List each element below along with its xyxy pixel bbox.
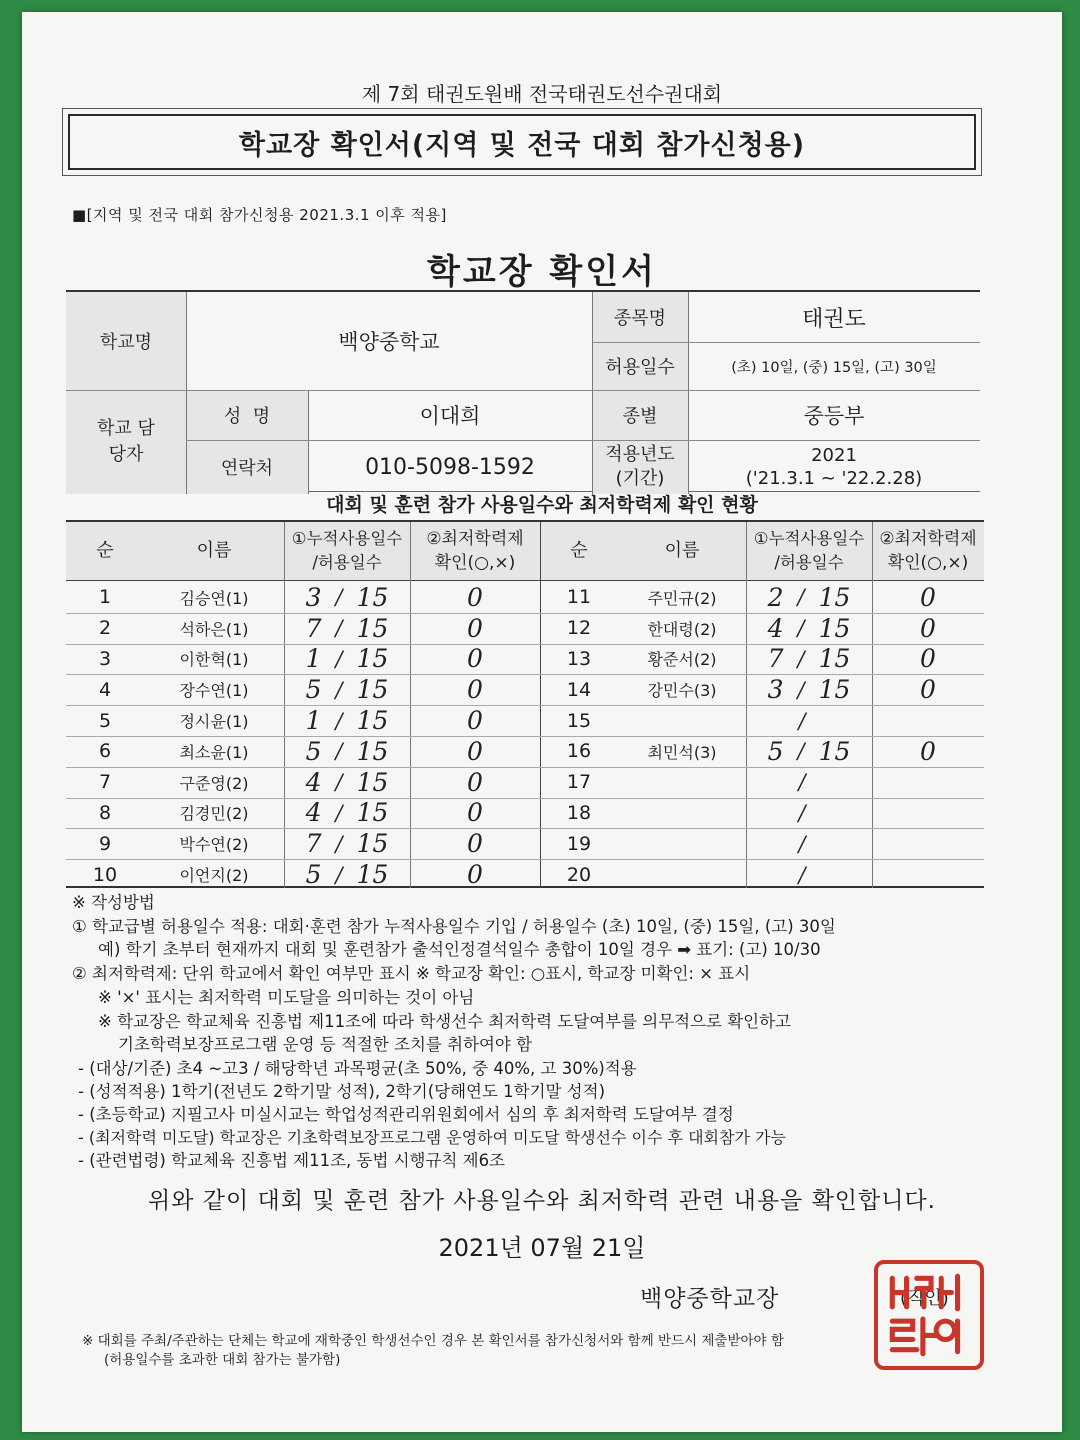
method-title: ※ 작성방법	[72, 893, 155, 912]
days-separator: /	[798, 831, 806, 856]
roster-days	[746, 582, 872, 613]
days-separator: /	[798, 708, 806, 733]
header-days-line2: /허용일수	[774, 553, 844, 572]
main-title: 학교장 확인서	[427, 252, 657, 292]
roster-days	[284, 644, 410, 675]
allowed-days: 15	[356, 706, 389, 736]
seal-glyph-icon	[878, 1264, 980, 1366]
name-label: 성 명	[186, 390, 308, 440]
roster-name: 황준서(2)	[647, 650, 717, 670]
issue-date: 2021년 07월 21일	[438, 1234, 646, 1262]
used-days: 7	[305, 829, 322, 859]
event-label: 종목명	[592, 292, 688, 342]
seal-mark: (직인)	[900, 1288, 949, 1309]
allowed-days: 15	[356, 736, 389, 766]
contact-value: 010-5098-1592	[365, 454, 535, 480]
roster-days	[746, 767, 872, 798]
name-value: 이대희	[419, 404, 481, 428]
roster-no: 7	[98, 771, 112, 794]
days-separator: /	[335, 800, 343, 825]
year-value	[688, 440, 980, 494]
roster-days	[746, 798, 872, 829]
roster-name: 박수연(2)	[179, 835, 249, 855]
school-value: 백양중학교	[338, 330, 440, 354]
roster-academic-check: 0	[467, 613, 483, 643]
used-days: 2	[767, 582, 784, 612]
roster-name: 김경민(2)	[179, 804, 249, 824]
roster-academic-check: 0	[920, 736, 936, 766]
days-value: (초) 10일, (중) 15일, (고) 30일	[731, 359, 937, 376]
roster-academic-check: 0	[920, 613, 936, 643]
principal-signature: 백양중학교장	[640, 1286, 780, 1312]
roster-no: 6	[98, 740, 112, 763]
days-separator: /	[798, 770, 806, 795]
roster-no: 13	[566, 647, 592, 670]
roster-academic-check	[872, 798, 984, 829]
days-separator: /	[335, 616, 343, 641]
roster-academic-check	[872, 828, 984, 859]
allowed-days: 15	[818, 613, 851, 643]
roster-days	[746, 644, 872, 675]
allowed-days: 15	[356, 582, 389, 612]
used-days: 7	[767, 644, 784, 674]
allowed-days: 15	[356, 767, 389, 797]
roster-no: 1	[98, 586, 112, 609]
roster-days	[746, 736, 872, 767]
days-separator: /	[335, 677, 343, 702]
days-separator: /	[798, 862, 806, 887]
method-line-8: - (성적적용) 1학기(전년도 2학기말 성적), 2학기(당해연도 1학기말 성적)	[78, 1082, 606, 1101]
roster-no: 15	[566, 709, 592, 732]
days-separator: /	[798, 800, 806, 825]
method-line-7: - (대상/기준) 초4 ~고3 / 해당학년 과목평균(초 50%, 중 40%, 고 30%)적용	[78, 1059, 637, 1078]
roster-academic-check	[872, 767, 984, 798]
method-line-4: ※ '×' 표시는 최저학력 미도달을 의미하는 것이 아님	[98, 988, 475, 1007]
roster-name	[618, 705, 746, 736]
roster-academic-check: 0	[467, 582, 483, 612]
days-separator: /	[797, 616, 805, 641]
banner-title: 학교장 확인서(지역 및 전국 대회 참가신청용)	[68, 114, 976, 170]
year-value-2: ('21.3.1 ~ '22.2.28)	[745, 468, 923, 489]
allowed-days: 15	[356, 675, 389, 705]
allowed-days: 15	[818, 582, 851, 612]
allowed-days: 15	[356, 829, 389, 859]
roster-days	[746, 859, 872, 890]
roster-academic-check: 0	[467, 706, 483, 736]
applicability-note: ■[지역 및 전국 대회 참가신청용 2021.3.1 이후 적용]	[72, 206, 447, 224]
method-line-1: ① 학교급별 허용일수 적용: 대회·훈련 참가 누적사용일수 기입 / 허용일수 (초) 10일, (중) 15일, (고) 30일	[72, 917, 836, 936]
roster-no: 10	[92, 863, 118, 886]
days-separator: /	[335, 831, 343, 856]
roster-academic-check: 0	[920, 582, 936, 612]
roster-academic-check	[872, 859, 984, 890]
header-days-line1: ①누적사용일수	[291, 529, 403, 548]
roster-no: 4	[98, 678, 112, 701]
method-line-2: 예) 학기 초부터 현재까지 대회 및 훈련참가 출석인정결석일수 총합이 10일 경우 ➡ 표기: (고) 10/30	[98, 940, 821, 959]
header-no-left: 순	[66, 522, 144, 580]
roster-academic-check: 0	[920, 644, 936, 674]
roster-no: 14	[566, 678, 592, 701]
used-days: 5	[305, 736, 322, 766]
header-no-right: 순	[540, 522, 618, 580]
roster-days	[284, 828, 410, 859]
days-separator: /	[335, 708, 343, 733]
days-separator: /	[797, 646, 805, 671]
days-separator: /	[797, 739, 805, 764]
method-line-10: - (최저학력 미도달) 학교장은 기초학력보장프로그램 운영하여 미도달 학생선수 이수 후 대회참가 가능	[78, 1128, 786, 1147]
roster-no: 17	[566, 771, 592, 794]
roster-name: 김승연(1)	[179, 588, 249, 608]
roster-academic-check: 0	[467, 798, 483, 828]
roster-academic-check: 0	[467, 675, 483, 705]
roster-no: 3	[98, 647, 112, 670]
roster-name: 이언지(2)	[179, 866, 249, 886]
division-value: 중등부	[803, 404, 865, 428]
roster-name: 구준영(2)	[179, 773, 249, 793]
roster-academic-check: 0	[467, 767, 483, 797]
roster-no: 5	[98, 709, 112, 732]
roster-no: 9	[98, 832, 112, 855]
school-seal-icon	[874, 1260, 984, 1370]
days-separator: /	[335, 862, 343, 887]
year-value-1: 2021	[811, 445, 857, 466]
header-academic-left	[410, 522, 540, 580]
roster-name: 장수연(1)	[179, 681, 249, 701]
header-days-line1: ①누적사용일수	[753, 529, 865, 548]
method-line-11: - (관련법령) 학교체육 진흥법 제11조, 동법 시행규칙 제6조	[78, 1151, 505, 1170]
roster-no: 12	[566, 617, 592, 640]
roster-name: 최민석(3)	[647, 742, 717, 762]
used-days: 5	[305, 675, 322, 705]
year-label: 적용년도 (기간)	[592, 440, 688, 494]
roster-academic-check: 0	[920, 675, 936, 705]
days-separator: /	[335, 585, 343, 610]
days-separator: /	[797, 585, 805, 610]
roster-name: 이한혁(1)	[179, 650, 249, 670]
roster-days	[284, 582, 410, 613]
division-label: 종별	[592, 390, 688, 440]
roster-name: 최소윤(1)	[179, 742, 249, 762]
contact-label: 연락처	[186, 440, 308, 494]
days-label: 허용일수	[592, 342, 688, 390]
roster-days	[746, 828, 872, 859]
roster-name	[618, 859, 746, 890]
roster-days	[284, 859, 410, 890]
header-days-line2: /허용일수	[312, 553, 382, 572]
confirmation-statement: 위와 같이 대회 및 훈련 참가 사용일수와 최저학력 관련 내용을 확인합니다.	[148, 1188, 936, 1214]
school-label: 학교명	[66, 292, 186, 390]
allowed-days: 15	[818, 675, 851, 705]
header-academic-line2: 확인(○,×)	[887, 553, 969, 573]
roster-academic-check: 0	[467, 736, 483, 766]
header-days-left	[284, 522, 410, 580]
roster-academic-check	[872, 705, 984, 736]
allowed-days: 15	[356, 798, 389, 828]
used-days: 5	[767, 736, 784, 766]
used-days: 4	[767, 613, 784, 643]
roster-no: 2	[98, 617, 112, 640]
roster-days	[284, 705, 410, 736]
method-line-9: - (초등학교) 지필고사 미실시교는 학업성적관리위원회에서 심의 후 최저학력 도달여부 결정	[78, 1105, 734, 1124]
roster-days	[284, 613, 410, 644]
roster-no: 18	[566, 801, 592, 824]
roster-days	[284, 767, 410, 798]
roster-days	[284, 798, 410, 829]
roster-name: 한대령(2)	[647, 619, 717, 639]
header-name-left: 이름	[144, 522, 284, 580]
used-days: 1	[305, 706, 322, 736]
event-value: 태권도	[802, 306, 866, 332]
used-days: 5	[305, 860, 322, 890]
roster-name: 강민수(3)	[647, 681, 717, 701]
header-academic-right	[872, 522, 984, 580]
used-days: 4	[305, 798, 322, 828]
info-table	[66, 290, 980, 492]
roster-name: 정시윤(1)	[179, 712, 249, 732]
roster-days	[284, 736, 410, 767]
roster-academic-check: 0	[467, 860, 483, 890]
roster-no: 16	[566, 740, 592, 763]
roster-no: 19	[566, 832, 592, 855]
header-name-right: 이름	[618, 522, 746, 580]
allowed-days: 15	[818, 736, 851, 766]
method-line-5: ※ 학교장은 학교체육 진흥법 제11조에 따라 학생선수 최저학력 도달여부를 의무적으로 확인하고	[98, 1012, 791, 1031]
allowed-days: 15	[818, 644, 851, 674]
roster-no: 11	[566, 586, 592, 609]
manager-label: 학교 담당자	[66, 390, 186, 494]
roster-no: 8	[98, 801, 112, 824]
allowed-days: 15	[356, 613, 389, 643]
days-separator: /	[335, 739, 343, 764]
footer-note-1: ※ 대회를 주최/주관하는 단체는 학교에 재학중인 학생선수인 경우 본 확인서를 참가신청서와 함께 반드시 제출받아야 함	[82, 1333, 784, 1349]
roster-table	[66, 520, 984, 888]
used-days: 3	[767, 675, 784, 705]
days-separator: /	[797, 677, 805, 702]
roster-academic-check: 0	[467, 829, 483, 859]
allowed-days: 15	[356, 860, 389, 890]
roster-days	[746, 613, 872, 644]
used-days: 4	[305, 767, 322, 797]
roster-name: 석하은(1)	[179, 619, 249, 639]
roster-title: 대회 및 훈련 참가 사용일수와 최저학력제 확인 현황	[326, 494, 758, 516]
header-academic-line1: ②최저학력제	[426, 529, 524, 549]
roster-name	[618, 767, 746, 798]
used-days: 7	[305, 613, 322, 643]
roster-name	[618, 798, 746, 829]
competition-title: 제 7회 태권도원배 전국태권도선수권대회	[361, 82, 723, 106]
roster-no: 20	[566, 863, 592, 886]
used-days: 1	[305, 644, 322, 674]
header-academic-line1: ②최저학력제	[879, 529, 977, 549]
roster-name	[618, 828, 746, 859]
document-sheet	[22, 12, 1062, 1432]
method-line-6: 기초학력보장프로그램 운영 등 적절한 조치를 취하여야 함	[118, 1035, 533, 1054]
roster-days	[746, 674, 872, 705]
roster-days	[284, 674, 410, 705]
header-academic-line2: 확인(○,×)	[434, 553, 516, 573]
method-line-3: ② 최저학력제: 단위 학교에서 확인 여부만 표시 ※ 학교장 확인: ○표시, 학교장 미확인: × 표시	[72, 964, 751, 983]
used-days: 3	[305, 582, 322, 612]
roster-days	[746, 705, 872, 736]
header-days-right	[746, 522, 872, 580]
days-separator: /	[335, 646, 343, 671]
days-separator: /	[335, 770, 343, 795]
allowed-days: 15	[356, 644, 389, 674]
footer-note-2: (허용일수를 초과한 대회 참가는 불가함)	[104, 1352, 341, 1368]
roster-academic-check: 0	[467, 644, 483, 674]
roster-name: 주민규(2)	[647, 588, 717, 608]
